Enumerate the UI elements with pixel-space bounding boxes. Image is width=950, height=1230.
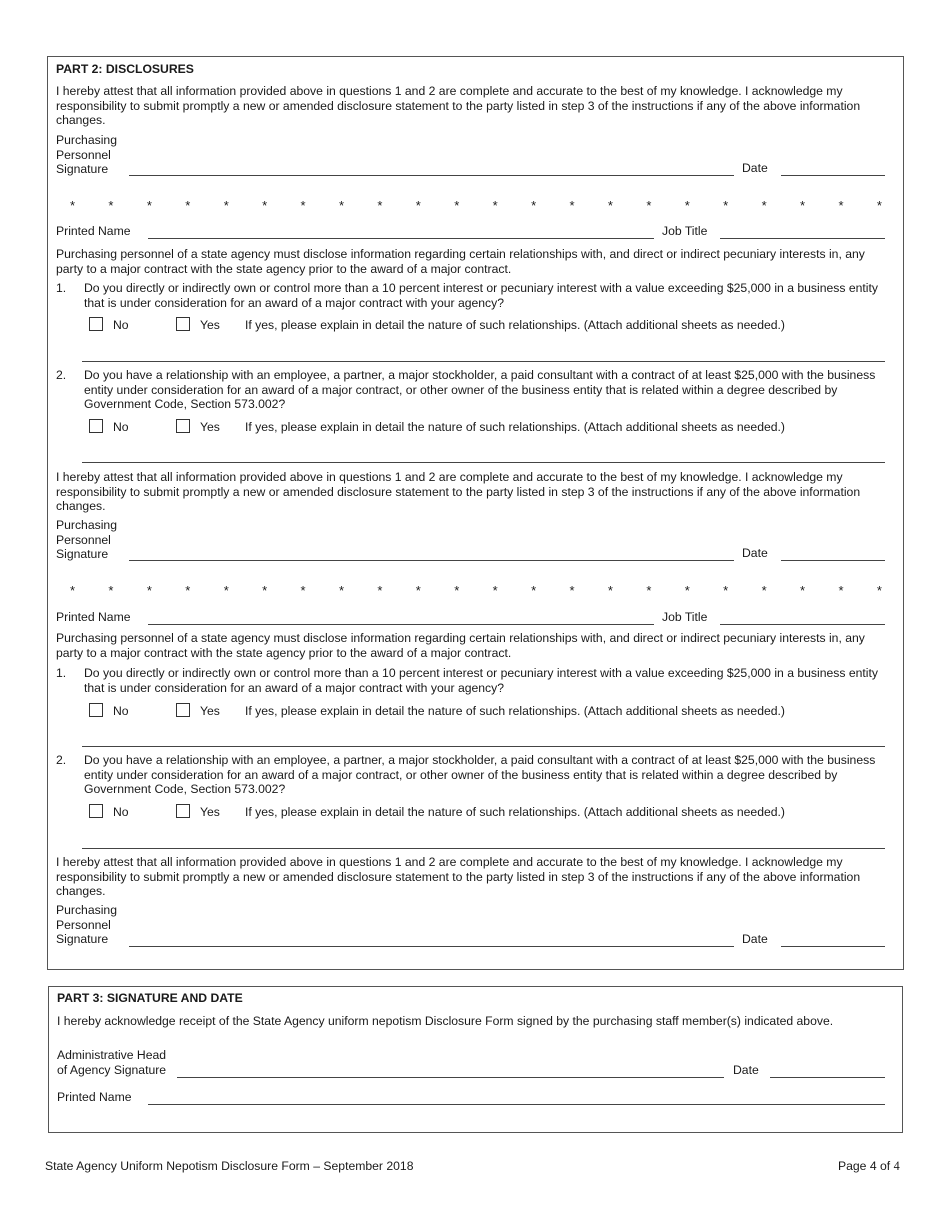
date-label: Date xyxy=(733,1063,759,1077)
question-number: 2. xyxy=(56,368,67,382)
explanation-line[interactable] xyxy=(82,848,885,849)
date-label: Date xyxy=(742,546,768,560)
no-label: No xyxy=(113,318,129,332)
explanation-line[interactable] xyxy=(82,462,885,463)
signature-label: Purchasing Personnel Signature xyxy=(56,133,117,176)
intro-text: Purchasing personnel of a state agency must disclose information regarding certain relationships with, and direct or indirect pecuniary interests in, any party to a major contract with the state agency prior to the award of a major contract. xyxy=(56,631,865,660)
footer-form-title: State Agency Uniform Nepotism Disclosure Form – September 2018 xyxy=(45,1159,414,1173)
signature-line[interactable] xyxy=(129,946,734,947)
job-title-label: Job Title xyxy=(662,224,708,238)
printed-name-label: Printed Name xyxy=(56,610,131,624)
part2-heading: PART 2: DISCLOSURES xyxy=(56,62,194,76)
signature-line[interactable] xyxy=(129,560,734,561)
date-line[interactable] xyxy=(770,1077,885,1078)
yes-checkbox[interactable] xyxy=(176,804,190,818)
explain-text: If yes, please explain in detail the nature of such relationships. (Attach additional sheets as needed.) xyxy=(245,420,785,434)
explain-text: If yes, please explain in detail the nature of such relationships. (Attach additional sheets as needed.) xyxy=(245,805,785,819)
yes-checkbox[interactable] xyxy=(176,317,190,331)
no-checkbox[interactable] xyxy=(89,317,103,331)
date-line[interactable] xyxy=(781,175,885,176)
no-label: No xyxy=(113,805,129,819)
signature-label: Purchasing Personnel Signature xyxy=(56,903,117,946)
question-number: 1. xyxy=(56,666,67,680)
signature-line[interactable] xyxy=(129,175,734,176)
question-number: 2. xyxy=(56,753,67,767)
star-separator: * * * * * * * * * * * * * * * * * * * * * * xyxy=(70,583,882,598)
printed-name-label: Printed Name xyxy=(56,224,131,238)
date-label: Date xyxy=(742,161,768,175)
printed-name-line[interactable] xyxy=(148,238,654,239)
signature-label: Purchasing Personnel Signature xyxy=(56,518,117,561)
attest-text: I hereby attest that all information provided above in questions 1 and 2 are complete and accurate to the best of my knowledge. I acknowledge my responsibility to submit promptly a new or amended disclosure statement to the party listed in step 3 of the instructions if any of the above information changes. xyxy=(56,84,861,127)
no-checkbox[interactable] xyxy=(89,804,103,818)
job-title-line[interactable] xyxy=(720,624,885,625)
date-line[interactable] xyxy=(781,946,885,947)
date-label: Date xyxy=(742,932,768,946)
yes-label: Yes xyxy=(200,704,220,718)
yes-label: Yes xyxy=(200,805,220,819)
explain-text: If yes, please explain in detail the nature of such relationships. (Attach additional sheets as needed.) xyxy=(245,318,785,332)
yes-label: Yes xyxy=(200,420,220,434)
question-1-text: Do you directly or indirectly own or control more than a 10 percent interest or pecuniary interest with a value exceeding $25,000 in a business entity that is under consideration for an award of a major contract with your agency? xyxy=(84,281,878,310)
explanation-line[interactable] xyxy=(82,746,885,747)
printed-name-label: Printed Name xyxy=(57,1090,132,1104)
attest-text: I hereby attest that all information provided above in questions 1 and 2 are complete and accurate to the best of my knowledge. I acknowledge my responsibility to submit promptly a new or amended disclosure statement to the party listed in step 3 of the instructions if any of the above information changes. xyxy=(56,855,861,898)
intro-text: Purchasing personnel of a state agency must disclose information regarding certain relationships with, and direct or indirect pecuniary interests in, any party to a major contract with the state agency prior to the award of a major contract. xyxy=(56,247,865,276)
footer-page-number: Page 4 of 4 xyxy=(838,1159,900,1173)
explanation-line[interactable] xyxy=(82,361,885,362)
question-number: 1. xyxy=(56,281,67,295)
admin-signature-line[interactable] xyxy=(177,1077,724,1078)
question-1-text: Do you directly or indirectly own or control more than a 10 percent interest or pecuniary interest with a value exceeding $25,000 in a business entity that is under consideration for an award of a major contract with your agency? xyxy=(84,666,878,695)
yes-checkbox[interactable] xyxy=(176,703,190,717)
ack-text: I hereby acknowledge receipt of the State Agency uniform nepotism Disclosure Form signed by the purchasing staff member(s) indicated above. xyxy=(57,1014,834,1028)
question-2-text: Do you have a relationship with an employee, a partner, a major stockholder, a paid consultant with a contract of at least $25,000 with the business entity under consideration for an award of a major contract, or other owner of the business entity that is related within a degree described by Government Code, Section 573.002? xyxy=(84,368,876,411)
admin-signature-label: Administrative Head of Agency Signature xyxy=(57,1048,167,1077)
part3-box xyxy=(48,986,903,1133)
no-label: No xyxy=(113,704,129,718)
printed-name-line[interactable] xyxy=(148,1104,885,1105)
star-separator: * * * * * * * * * * * * * * * * * * * * * * xyxy=(70,198,882,213)
part3-heading: PART 3: SIGNATURE AND DATE xyxy=(57,991,243,1005)
attest-text: I hereby attest that all information provided above in questions 1 and 2 are complete and accurate to the best of my knowledge. I acknowledge my responsibility to submit promptly a new or amended disclosure statement to the party listed in step 3 of the instructions if any of the above information changes. xyxy=(56,470,861,513)
yes-label: Yes xyxy=(200,318,220,332)
explain-text: If yes, please explain in detail the nature of such relationships. (Attach additional sheets as needed.) xyxy=(245,704,785,718)
job-title-line[interactable] xyxy=(720,238,885,239)
printed-name-line[interactable] xyxy=(148,624,654,625)
job-title-label: Job Title xyxy=(662,610,708,624)
no-label: No xyxy=(113,420,129,434)
no-checkbox[interactable] xyxy=(89,419,103,433)
date-line[interactable] xyxy=(781,560,885,561)
no-checkbox[interactable] xyxy=(89,703,103,717)
question-2-text: Do you have a relationship with an employee, a partner, a major stockholder, a paid consultant with a contract of at least $25,000 with the business entity under consideration for an award of a major contract, or other owner of the business entity that is related within a degree described by Government Code, Section 573.002? xyxy=(84,753,876,796)
yes-checkbox[interactable] xyxy=(176,419,190,433)
